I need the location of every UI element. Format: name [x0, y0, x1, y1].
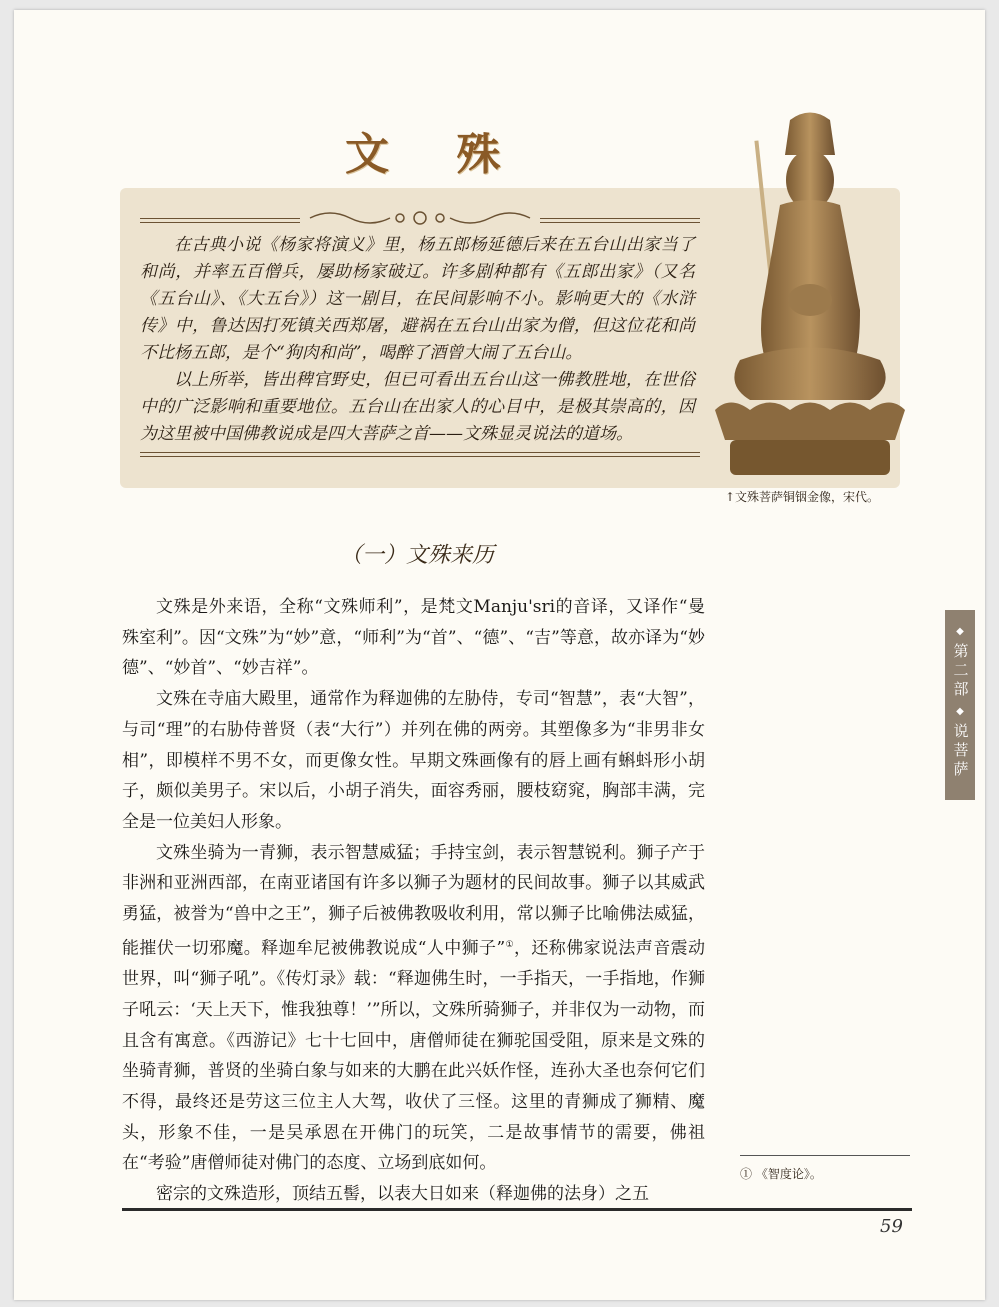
- body-paragraph-3: [122, 838, 705, 1179]
- footnote-marker: ①: [505, 939, 515, 950]
- intro-bottom-rule: [140, 452, 700, 453]
- footnote-rule: [740, 1155, 910, 1156]
- diamond-icon: ◆: [956, 626, 964, 637]
- intro-paragraph-1: 在古典小说《杨家将演义》里，杨五郎杨延德后来在五台山出家当了和尚，并率五百僧兵，屡助杨家破辽。许多剧种都有《五郎出家》（又名《五台山》、《大五台》）这一剧目，在民间影响不小。影响更大的《水浒传》中，鲁达因打死镇关西郑屠，避祸在五台山出家为僧，但这位花和尚不比杨五郎，是个“狗肉和尚”，喝醉了酒曾大闹了五台山。: [140, 235, 695, 363]
- footnote: ① 《智度论》。: [740, 1167, 822, 1181]
- page-number: 59: [880, 1216, 903, 1237]
- cloud-ornament-icon: [300, 208, 540, 228]
- body-paragraph-3-part-2: ，还称佛家说法声音震动世界，叫“狮子吼”。《传灯录》载：“释迦佛生时，一手指天，一手指地，作狮子吼云：‘天上天下，惟我独尊！’”所以，文殊所骑狮子，并非仅为一动物，而且含有寓意。《西游记》七十七回中，唐僧师徒在狮驼国受阻，原来是文殊的坐骑青狮，普贤的坐骑白象与如来的大鹏在此兴妖作怪，连孙大圣也奈何它们不得，最终还是劳这三位主人大驾，收伏了三怪。这里的青狮成了狮精、魔头，形象不佳，一是吴承恩在开佛门的玩笑，二是故事情节的需要，佛祖在“考验”唐僧师徒对佛门的态度、立场到底如何。: [122, 938, 705, 1174]
- intro-paragraph-2: 以上所举，皆出稗官野史，但已可看出五台山这一佛教胜地，在世俗中的广泛影响和重要地位。五台山在出家人的心目中，是极其崇高的，因为这里被中国佛教说成是四大菩萨之首——文殊显灵说法的道场。: [140, 370, 695, 444]
- body-paragraph-4: 密宗的文殊造形，顶结五髻，以表大日如来（释迦佛的法身）之五: [156, 1184, 649, 1205]
- body-paragraph-1: 文殊是外来语，全称“文殊师利”，是梵文Manju'sri的音译，又译作“曼殊室利”。因“文殊”为“妙”意，“师利”为“首”、“德”、“吉”等意，故亦译为“妙德”、“妙首”、“妙吉祥”。: [122, 597, 705, 679]
- side-tab-top-label: 第二部: [951, 643, 970, 700]
- diamond-icon: ◆: [956, 706, 964, 717]
- chapter-side-tab: [945, 610, 975, 800]
- body-paragraph-2: 文殊在寺庙大殿里，通常作为释迦佛的左胁侍，专司“智慧”，表“大智”，与司“理”的右胁侍普贤（表“大行”）并列在佛的两旁。其塑像多为“非男非女相”，即模样不男不女，而更像女性。早期文殊画像有的唇上画有蝌蚪形小胡子，颇似美男子。宋以后，小胡子消失，面容秀丽，腰枝窈窕，胸部丰满，完全是一位美妇人形象。: [122, 689, 705, 832]
- statue-caption: ↑文殊菩萨铜铟金像，宋代。: [725, 490, 880, 504]
- section-title: （一）文殊来历: [340, 543, 495, 568]
- body-paragraph-3-part-1: 文殊坐骑为一青狮，表示智慧威猛；手持宝剑，表示智慧锐利。狮子产于非洲和亚洲西部，在南亚诸国有许多以狮子为题材的民间故事。狮子以其威武勇猛，被誉为“兽中之王”，狮子后被佛教吸收利用，常以狮子比喻佛法威猛，能摧伏一切邪魔。释迦牟尼被佛教说成“人中狮子”: [122, 842, 705, 959]
- page-bottom-rule: [122, 1208, 912, 1211]
- body-text: [122, 592, 705, 1210]
- side-tab-bottom-label: 说菩萨: [951, 723, 970, 780]
- manjusri-statue-image: [710, 110, 910, 485]
- chapter-title: 文 殊: [345, 129, 527, 180]
- intro-text: [140, 232, 695, 448]
